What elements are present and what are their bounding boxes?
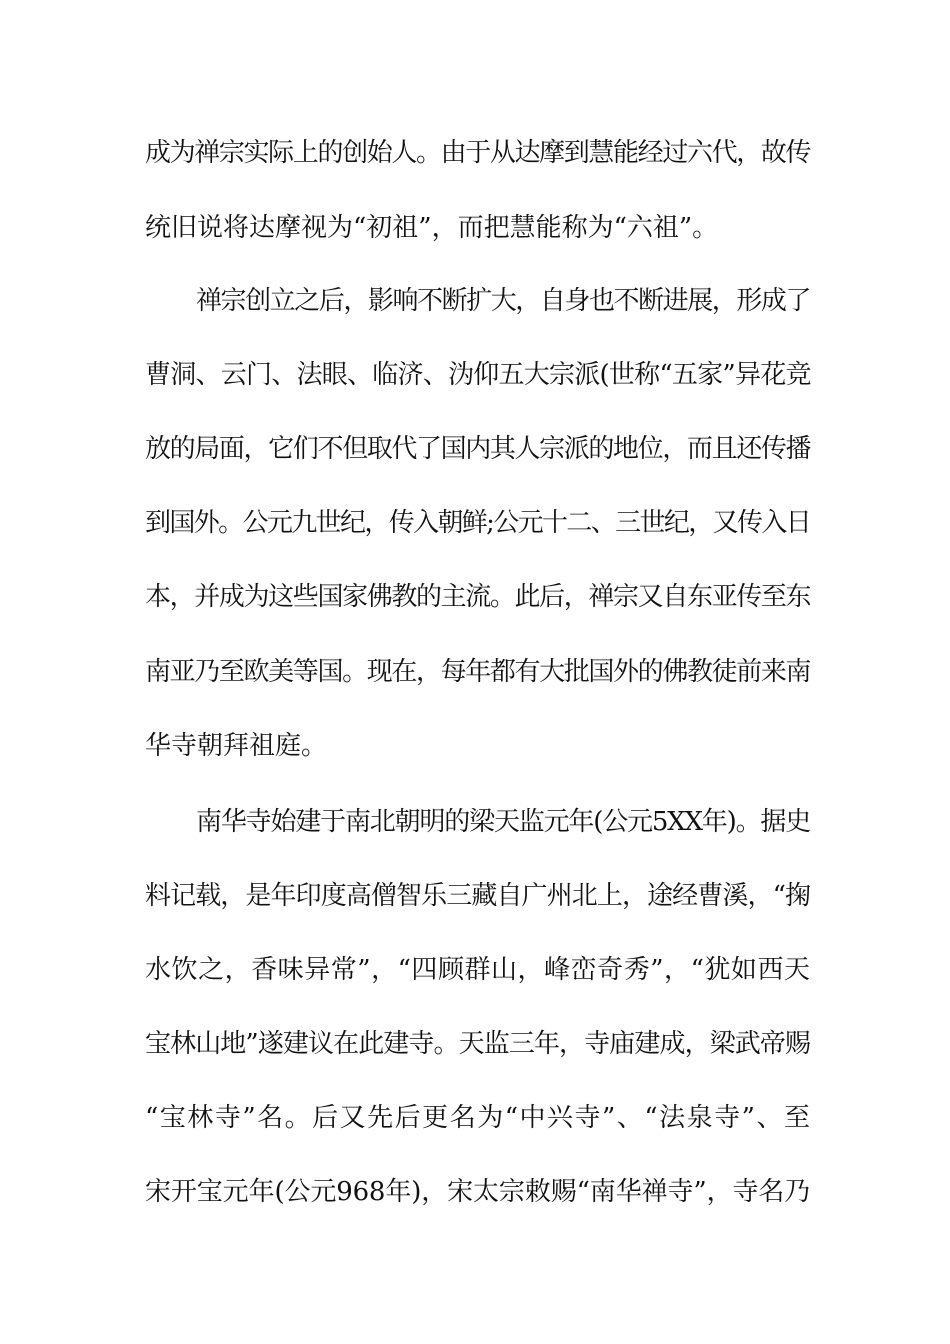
text-line: “宝林寺”名。后又先后更名为“中兴寺”、“法泉寺”、至 (145, 1103, 810, 1133)
text-line: 统旧说将达摩视为“初祖”，而把慧能称为“六祖”。 (145, 213, 719, 243)
paragraph-start-line: 禅宗创立之后，影响不断扩大，自身也不断进展，形成了 (196, 286, 810, 316)
text-line: 料记载，是年印度高僧智乐三藏自广州北上，途经曹溪，“掬 (145, 881, 810, 911)
text-line: 宝林山地”遂建议在此建寺。天监三年，寺庙建成，梁武帝赐 (145, 1029, 810, 1059)
text-line: 曹洞、云门、法眼、临济、沩仰五大宗派(世称“五家”异花竞 (145, 360, 811, 390)
paragraph-start-line: 南华寺始建于南北朝明的梁天监元年(公元5XX年)。据史 (196, 807, 810, 837)
text-line: 水饮之，香味异常”，“四顾群山，峰峦奇秀”，“犹如西天 (145, 955, 810, 985)
text-line: 到国外。公元九世纪，传入朝鲜;公元十二、三世纪，又传入日 (145, 508, 810, 538)
text-line: 华寺朝拜祖庭。 (145, 731, 328, 761)
text-line: 宋开宝元年(公元968年)，宋太宗敕赐“南华禅寺”，寺名乃 (145, 1177, 810, 1207)
text-line: 成为禅宗实际上的创始人。由于从达摩到慧能经过六代，故传 (145, 138, 810, 168)
text-line: 本，并成为这些国家佛教的主流。此后，禅宗又自东亚传至东 (145, 582, 810, 612)
text-line: 放的局面，它们不但取代了国内其人宗派的地位，而且还传播 (145, 434, 810, 464)
text-line: 南亚乃至欧美等国。现在，每年都有大批国外的佛教徒前来南 (145, 657, 810, 687)
